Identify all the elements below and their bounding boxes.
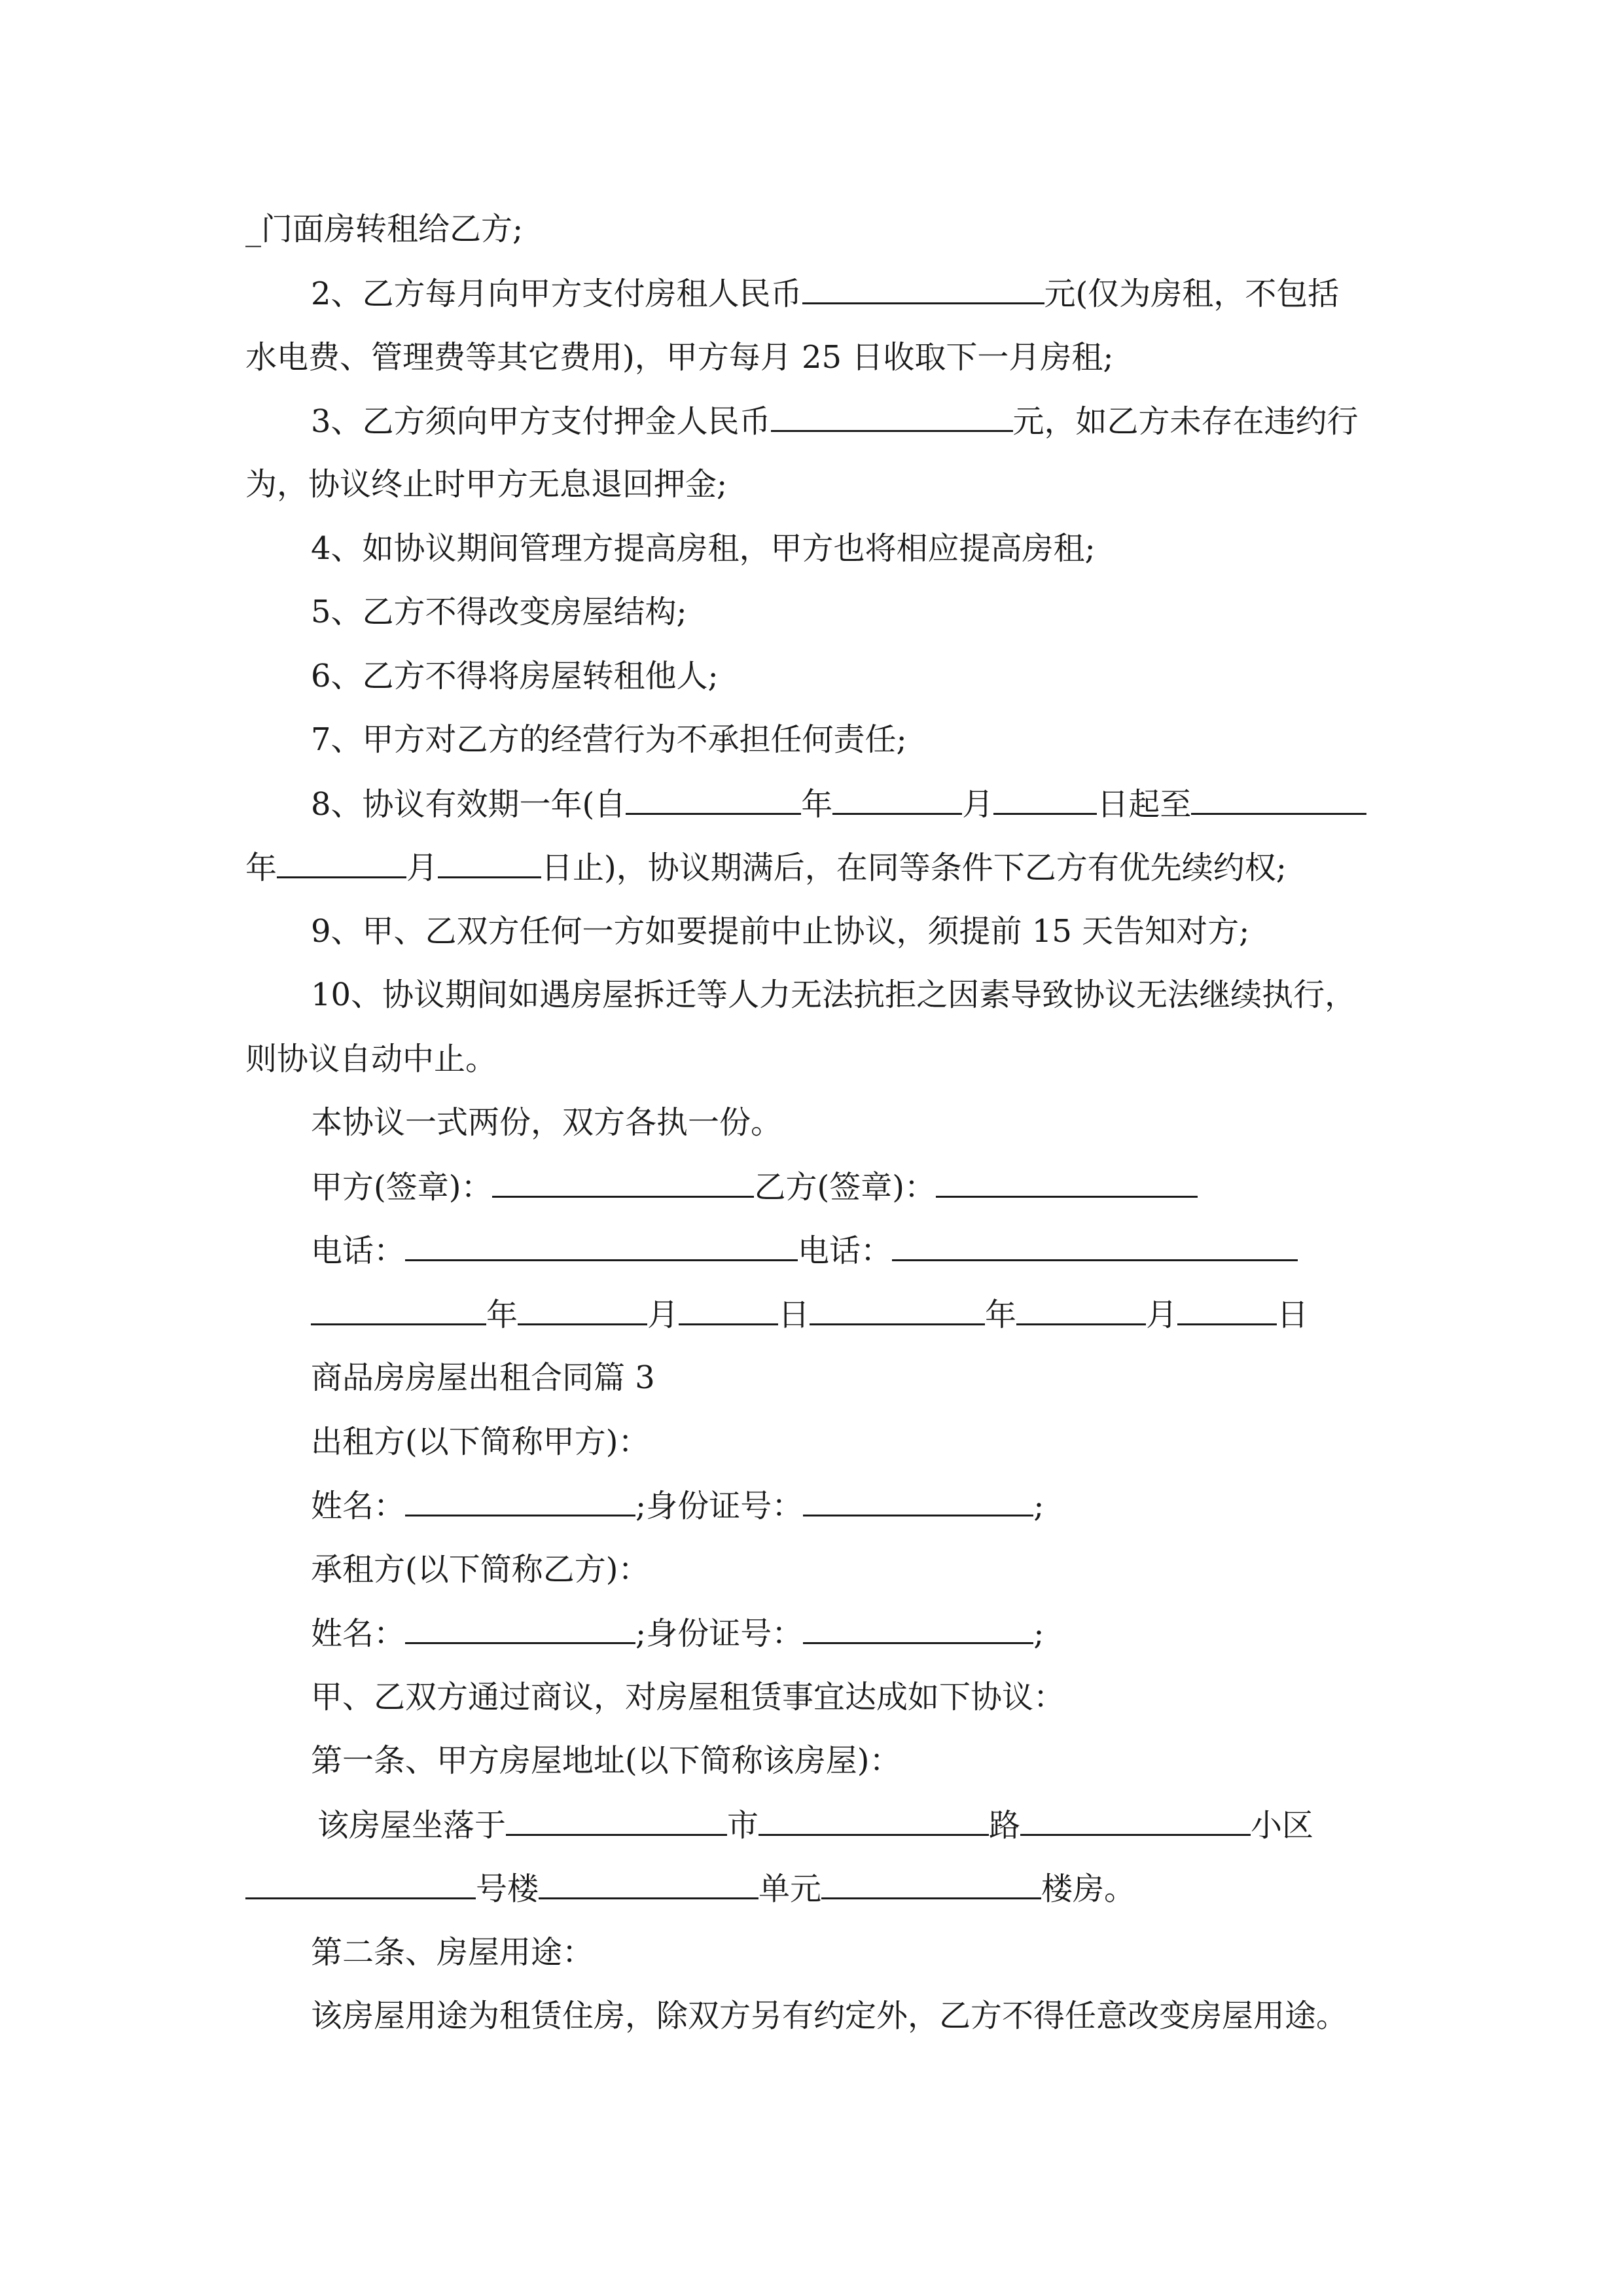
- lessee-id-line: 姓名： ;身份证号： ;: [311, 1613, 1446, 1653]
- article-2-heading: 第二条、房屋用途：: [311, 1934, 594, 1971]
- deposit-amount-blank: [771, 401, 1013, 432]
- lessee-heading: 承租方(以下简称乙方)：: [311, 1551, 650, 1588]
- phone-line: 电话： 电话：: [311, 1230, 1446, 1270]
- lessor-id-number-blank: [803, 1486, 1033, 1516]
- section-title: 商品房房屋出租合同篇 3: [311, 1359, 655, 1396]
- unit-blank: [539, 1869, 758, 1899]
- party-a-phone-blank: [405, 1230, 798, 1261]
- start-year-blank: [626, 784, 801, 815]
- clause-5: 5、乙方不得改变房屋结构;: [311, 594, 687, 630]
- community-blank: [1020, 1805, 1251, 1836]
- date-blank: [518, 1295, 647, 1325]
- end-day-blank: [438, 848, 541, 878]
- date-blank: [1016, 1295, 1146, 1325]
- clause-8: 8、协议有效期一年(自 年 月 日起至: [311, 784, 1446, 823]
- text-line: 为，协议终止时甲方无息退回押金;: [245, 466, 728, 503]
- date-line: 年 月 日 年 月 日: [311, 1295, 1446, 1334]
- party-b-signature-blank: [936, 1167, 1198, 1198]
- clause-2: 2、乙方每月向甲方支付房租人民币 元(仅为房租，不包括: [311, 274, 1446, 313]
- floor-blank: [821, 1869, 1041, 1899]
- start-month-blank: [832, 784, 962, 815]
- road-blank: [758, 1805, 989, 1836]
- address-line: 号楼 单元 楼房。: [245, 1869, 1381, 1908]
- party-b-phone-blank: [892, 1230, 1298, 1261]
- date-blank: [311, 1295, 486, 1325]
- party-a-signature-blank: [492, 1167, 754, 1198]
- rent-amount-blank: [802, 274, 1044, 304]
- clause-6: 6、乙方不得将房屋转租他人;: [311, 658, 719, 694]
- city-blank: [506, 1805, 727, 1836]
- text-line: 年 月 日止)，协议期满后，在同等条件下乙方有优先续约权;: [245, 848, 1381, 887]
- agreement-intro: 甲、乙双方通过商议，对房屋租赁事宜达成如下协议：: [311, 1679, 1065, 1715]
- date-blank: [679, 1295, 778, 1325]
- text-line: 水电费、管理费等其它费用)，甲方每月 25 日收取下一月房租;: [245, 339, 1114, 376]
- lessor-name-blank: [405, 1486, 635, 1516]
- text-line: _门面房转租给乙方;: [245, 211, 524, 247]
- article-1-heading: 第一条、甲方房屋地址(以下简称该房屋)：: [311, 1742, 901, 1779]
- building-blank: [245, 1869, 476, 1899]
- clause-9: 9、甲、乙双方任何一方如要提前中止协议，须提前 15 天告知对方;: [311, 913, 1250, 950]
- end-month-blank: [277, 848, 406, 878]
- lessee-name-blank: [405, 1613, 635, 1644]
- lessor-heading: 出租方(以下简称甲方)：: [311, 1424, 650, 1460]
- lessee-id-number-blank: [803, 1613, 1033, 1644]
- date-blank: [810, 1295, 985, 1325]
- clause-7: 7、甲方对乙方的经营行为不承担任何责任;: [311, 721, 907, 758]
- clause-3: 3、乙方须向甲方支付押金人民币 元，如乙方未存在违约行: [311, 401, 1446, 440]
- text-line: 则协议自动中止。: [245, 1041, 497, 1077]
- address-line: 该房屋坐落于 市 路 小区: [311, 1805, 1453, 1844]
- lessor-id-line: 姓名： ;身份证号： ;: [311, 1486, 1446, 1525]
- clause-4: 4、如协议期间管理方提高房租，甲方也将相应提高房租;: [311, 530, 1096, 567]
- article-2-text: 该房屋用途为租赁住房，除双方另有约定外，乙方不得任意改变房屋用途。: [311, 1998, 1348, 2034]
- copies-statement: 本协议一式两份，双方各执一份。: [311, 1104, 783, 1141]
- start-day-blank: [993, 784, 1097, 815]
- signature-line: 甲方(签章)： 乙方(签章)：: [311, 1167, 1446, 1206]
- date-blank: [1177, 1295, 1277, 1325]
- clause-10: 10、协议期间如遇房屋拆迁等人力无法抗拒之因素导致协议无法继续执行，: [311, 977, 1357, 1013]
- end-year-blank: [1191, 784, 1366, 815]
